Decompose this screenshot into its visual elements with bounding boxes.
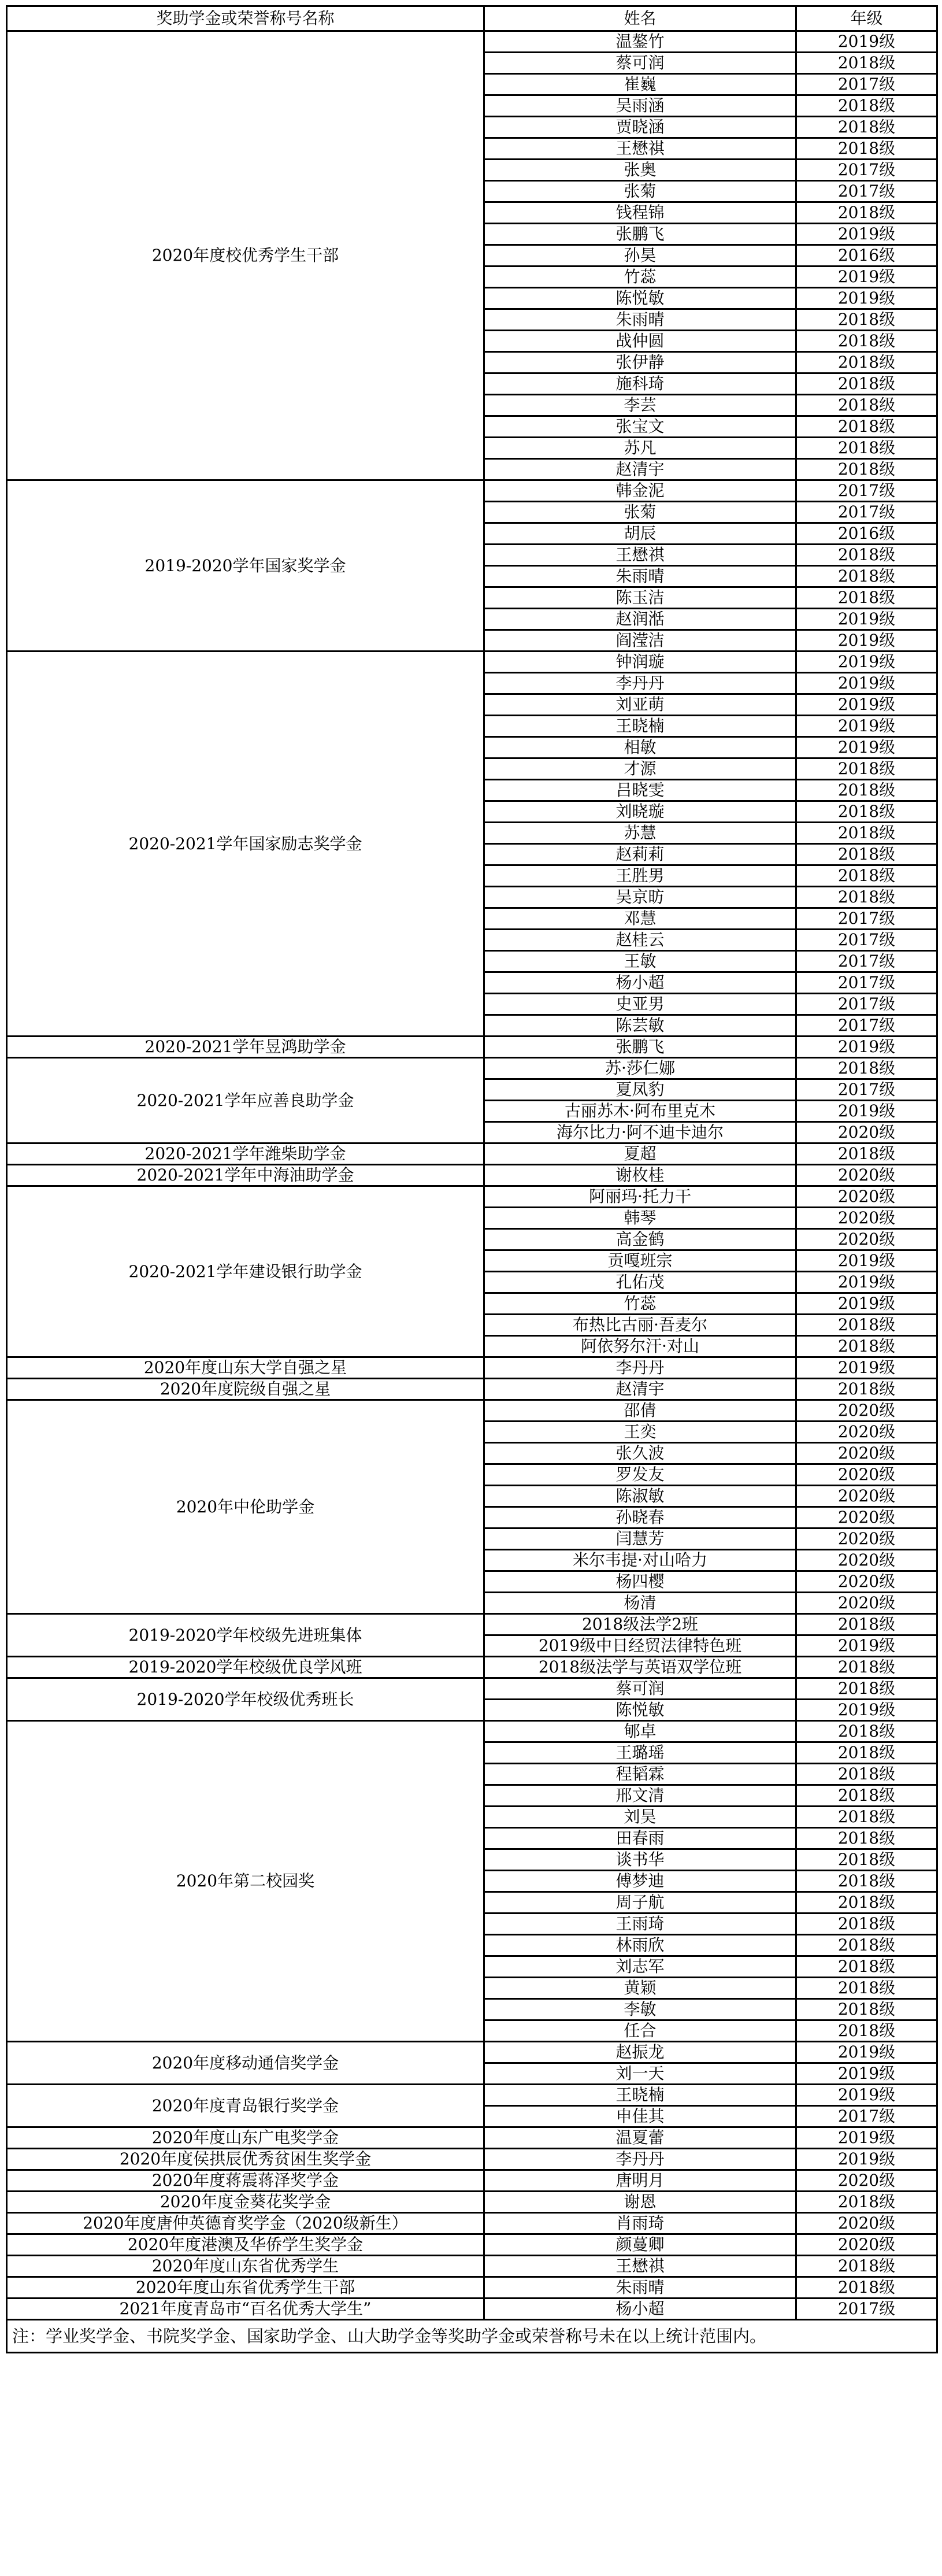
table-row xyxy=(7,1058,937,1079)
recipient-name-cell: 刘晓璇 xyxy=(484,801,796,823)
grade-cell: 2020级 xyxy=(796,1528,937,1550)
award-name-cell: 2020年度蒋震蒋泽奖学金 xyxy=(7,2170,484,2192)
grade-cell: 2019级 xyxy=(796,2063,937,2085)
recipient-name-cell: 赵清宇 xyxy=(484,1379,796,1400)
grade-cell: 2018级 xyxy=(796,1849,937,1871)
grade-cell: 2018级 xyxy=(796,780,937,801)
recipient-name-cell: 崔巍 xyxy=(484,74,796,95)
recipient-name-cell: 古丽苏木·阿布里克木 xyxy=(484,1101,796,1122)
award-name-cell: 2020-2021学年应善良助学金 xyxy=(7,1058,484,1143)
recipient-name-cell: 李敏 xyxy=(484,1999,796,2020)
grade-cell: 2018级 xyxy=(796,2256,937,2277)
table-row xyxy=(7,480,937,502)
grade-cell: 2018级 xyxy=(796,373,937,395)
grade-cell: 2018级 xyxy=(796,138,937,160)
grade-cell: 2019级 xyxy=(796,2149,937,2170)
grade-cell: 2018级 xyxy=(796,1956,937,1978)
recipient-name-cell: 布热比古丽·吾麦尔 xyxy=(484,1315,796,1336)
recipient-name-cell: 王懋祺 xyxy=(484,138,796,160)
recipient-name-cell: 钱程锦 xyxy=(484,202,796,224)
grade-cell: 2020级 xyxy=(796,1422,937,1443)
recipient-name-cell: 王璐瑶 xyxy=(484,1742,796,1764)
grade-cell: 2017级 xyxy=(796,2299,937,2320)
recipient-name-cell: 程韬霖 xyxy=(484,1764,796,1785)
recipient-name-cell: 王奕 xyxy=(484,1422,796,1443)
grade-cell: 2018级 xyxy=(796,1721,937,1742)
recipient-name-cell: 温夏蕾 xyxy=(484,2127,796,2149)
grade-cell: 2018级 xyxy=(796,309,937,331)
grade-cell: 2018级 xyxy=(796,1657,937,1678)
recipient-name-cell: 谈书华 xyxy=(484,1849,796,1871)
recipient-name-cell: 朱雨晴 xyxy=(484,566,796,587)
grade-cell: 2017级 xyxy=(796,480,937,502)
grade-cell: 2018级 xyxy=(796,438,937,459)
grade-cell: 2018级 xyxy=(796,1614,937,1635)
table-row xyxy=(7,2234,937,2256)
recipient-name-cell: 高金鹤 xyxy=(484,1229,796,1250)
recipient-name-cell: 郇卓 xyxy=(484,1721,796,1742)
table-row xyxy=(7,1400,937,1422)
recipient-name-cell: 杨小超 xyxy=(484,2299,796,2320)
award-name-cell: 2020年度山东省优秀学生 xyxy=(7,2256,484,2277)
table-row xyxy=(7,2127,937,2149)
award-name-cell: 2020年度山东省优秀学生干部 xyxy=(7,2277,484,2299)
award-table-container xyxy=(6,5,936,2353)
award-name-cell: 2019-2020学年校级先进班集体 xyxy=(7,1614,484,1657)
table-row xyxy=(7,1657,937,1678)
grade-cell: 2018级 xyxy=(796,1315,937,1336)
recipient-name-cell: 温鏊竹 xyxy=(484,31,796,53)
recipient-name-cell: 唐明月 xyxy=(484,2170,796,2192)
recipient-name-cell: 陈芸敏 xyxy=(484,1015,796,1037)
recipient-name-cell: 王胜男 xyxy=(484,865,796,887)
recipient-name-cell: 相敏 xyxy=(484,737,796,758)
recipient-name-cell: 谢枚桂 xyxy=(484,1165,796,1186)
table-row xyxy=(7,1379,937,1400)
grade-cell: 2018级 xyxy=(796,1764,937,1785)
award-name-cell: 2020-2021学年潍柴助学金 xyxy=(7,1143,484,1165)
recipient-name-cell: 赵润湉 xyxy=(484,609,796,630)
recipient-name-cell: 刘昊 xyxy=(484,1807,796,1828)
grade-cell: 2020级 xyxy=(796,1122,937,1143)
recipient-name-cell: 陈玉洁 xyxy=(484,587,796,609)
award-name-cell: 2020年第二校园奖 xyxy=(7,1721,484,2042)
table-row xyxy=(7,2042,937,2063)
recipient-name-cell: 王敏 xyxy=(484,951,796,972)
recipient-name-cell: 邵倩 xyxy=(484,1400,796,1422)
recipient-name-cell: 陈悦敏 xyxy=(484,1700,796,1721)
recipient-name-cell: 苏凡 xyxy=(484,438,796,459)
grade-cell: 2019级 xyxy=(796,267,937,288)
grade-cell: 2018级 xyxy=(796,2192,937,2213)
grade-cell: 2017级 xyxy=(796,502,937,523)
recipient-name-cell: 赵振龙 xyxy=(484,2042,796,2063)
recipient-name-cell: 张鹏飞 xyxy=(484,1037,796,1058)
table-row xyxy=(7,1165,937,1186)
grade-cell: 2018级 xyxy=(796,1678,937,1700)
award-name-cell: 2020年度院级自强之星 xyxy=(7,1379,484,1400)
award-name-cell: 2021年度青岛市“百名优秀大学生” xyxy=(7,2299,484,2320)
recipient-name-cell: 赵清宇 xyxy=(484,459,796,480)
header-award: 奖助学金或荣誉称号名称 xyxy=(7,6,484,31)
grade-cell: 2019级 xyxy=(796,288,937,309)
award-name-cell: 2020年度山东大学自强之星 xyxy=(7,1357,484,1379)
award-name-cell: 2019-2020学年校级优秀班长 xyxy=(7,1678,484,1721)
recipient-name-cell: 王晓楠 xyxy=(484,716,796,737)
recipient-name-cell: 夏凤豹 xyxy=(484,1079,796,1101)
grade-cell: 2019级 xyxy=(796,630,937,652)
grade-cell: 2019级 xyxy=(796,737,937,758)
grade-cell: 2019级 xyxy=(796,673,937,694)
recipient-name-cell: 朱雨晴 xyxy=(484,309,796,331)
recipient-name-cell: 李丹丹 xyxy=(484,673,796,694)
grade-cell: 2020级 xyxy=(796,1400,937,1422)
recipient-name-cell: 肖雨琦 xyxy=(484,2213,796,2234)
recipient-name-cell: 夏超 xyxy=(484,1143,796,1165)
table-row xyxy=(7,1678,937,1700)
grade-cell: 2020级 xyxy=(796,1486,937,1507)
grade-cell: 2018级 xyxy=(796,1379,937,1400)
table-row xyxy=(7,2299,937,2320)
recipient-name-cell: 张菊 xyxy=(484,502,796,523)
grade-cell: 2019级 xyxy=(796,2042,937,2063)
grade-cell: 2019级 xyxy=(796,2085,937,2106)
grade-cell: 2016级 xyxy=(796,245,937,267)
recipient-name-cell: 贡嘎班宗 xyxy=(484,1250,796,1272)
recipient-name-cell: 刘亚萌 xyxy=(484,694,796,716)
grade-cell: 2020级 xyxy=(796,2170,937,2192)
grade-cell: 2019级 xyxy=(796,1293,937,1315)
grade-cell: 2017级 xyxy=(796,951,937,972)
grade-cell: 2019级 xyxy=(796,31,937,53)
grade-cell: 2018级 xyxy=(796,1999,937,2020)
recipient-name-cell: 阿依努尔汗·对山 xyxy=(484,1336,796,1357)
grade-cell: 2018级 xyxy=(796,202,937,224)
grade-cell: 2020级 xyxy=(796,2234,937,2256)
award-table xyxy=(6,5,938,2353)
grade-cell: 2017级 xyxy=(796,908,937,930)
grade-cell: 2020级 xyxy=(796,1593,937,1614)
grade-cell: 2020级 xyxy=(796,1208,937,1229)
table-row xyxy=(7,2192,937,2213)
recipient-name-cell: 颜蔓卿 xyxy=(484,2234,796,2256)
grade-cell: 2018级 xyxy=(796,352,937,373)
recipient-name-cell: 赵桂云 xyxy=(484,930,796,951)
grade-cell: 2017级 xyxy=(796,930,937,951)
table-row xyxy=(7,2277,937,2299)
recipient-name-cell: 贾晓涵 xyxy=(484,117,796,138)
grade-cell: 2018级 xyxy=(796,887,937,908)
recipient-name-cell: 吴雨涵 xyxy=(484,95,796,117)
grade-cell: 2018级 xyxy=(796,1143,937,1165)
award-name-cell: 2020-2021学年中海油助学金 xyxy=(7,1165,484,1186)
recipient-name-cell: 邢文清 xyxy=(484,1785,796,1807)
table-row xyxy=(7,2149,937,2170)
recipient-name-cell: 海尔比力·阿不迪卡迪尔 xyxy=(484,1122,796,1143)
note-row xyxy=(7,2320,937,2353)
grade-cell: 2019级 xyxy=(796,1250,937,1272)
award-name-cell: 2020年度港澳及华侨学生奖学金 xyxy=(7,2234,484,2256)
recipient-name-cell: 张鹏飞 xyxy=(484,224,796,245)
recipient-name-cell: 田春雨 xyxy=(484,1828,796,1849)
table-row xyxy=(7,1357,937,1379)
grade-cell: 2018级 xyxy=(796,566,937,587)
grade-cell: 2019级 xyxy=(796,1700,937,1721)
grade-cell: 2018级 xyxy=(796,1785,937,1807)
recipient-name-cell: 黄颖 xyxy=(484,1978,796,1999)
table-row xyxy=(7,2170,937,2192)
recipient-name-cell: 陈淑敏 xyxy=(484,1486,796,1507)
grade-cell: 2018级 xyxy=(796,331,937,352)
grade-cell: 2018级 xyxy=(796,95,937,117)
recipient-name-cell: 杨四樱 xyxy=(484,1571,796,1593)
recipient-name-cell: 蔡可润 xyxy=(484,53,796,74)
grade-cell: 2019级 xyxy=(796,609,937,630)
grade-cell: 2019级 xyxy=(796,1037,937,1058)
grade-cell: 2019级 xyxy=(796,1635,937,1657)
header-name: 姓名 xyxy=(484,6,796,31)
recipient-name-cell: 2019级中日经贸法律特色班 xyxy=(484,1635,796,1657)
table-row xyxy=(7,31,937,53)
grade-cell: 2019级 xyxy=(796,694,937,716)
grade-cell: 2020级 xyxy=(796,1186,937,1208)
recipient-name-cell: 吕晓雯 xyxy=(484,780,796,801)
recipient-name-cell: 闫慧芳 xyxy=(484,1528,796,1550)
grade-cell: 2018级 xyxy=(796,587,937,609)
recipient-name-cell: 胡辰 xyxy=(484,523,796,545)
grade-cell: 2020级 xyxy=(796,1550,937,1571)
grade-cell: 2017级 xyxy=(796,1015,937,1037)
grade-cell: 2018级 xyxy=(796,416,937,438)
recipient-name-cell: 罗发友 xyxy=(484,1464,796,1486)
award-name-cell: 2020年度移动通信奖学金 xyxy=(7,2042,484,2085)
table-row xyxy=(7,652,937,673)
grade-cell: 2018级 xyxy=(796,1058,937,1079)
recipient-name-cell: 孔佑茂 xyxy=(484,1272,796,1293)
grade-cell: 2020级 xyxy=(796,1464,937,1486)
award-name-cell: 2020年度金葵花奖学金 xyxy=(7,2192,484,2213)
recipient-name-cell: 钟润璇 xyxy=(484,652,796,673)
recipient-name-cell: 谢恩 xyxy=(484,2192,796,2213)
header-grade: 年级 xyxy=(796,6,937,31)
award-name-cell: 2019-2020学年国家奖学金 xyxy=(7,480,484,652)
recipient-name-cell: 张宝文 xyxy=(484,416,796,438)
grade-cell: 2018级 xyxy=(796,1828,937,1849)
grade-cell: 2017级 xyxy=(796,1079,937,1101)
grade-cell: 2018级 xyxy=(796,545,937,566)
grade-cell: 2019级 xyxy=(796,2127,937,2149)
grade-cell: 2017级 xyxy=(796,972,937,994)
grade-cell: 2018级 xyxy=(796,1892,937,1914)
grade-cell: 2020级 xyxy=(796,1165,937,1186)
footnote: 注：学业奖学金、书院奖学金、国家助学金、山大助学金等奖助学金或荣誉称号未在以上统计范围内。 xyxy=(7,2320,937,2353)
recipient-name-cell: 史亚男 xyxy=(484,994,796,1015)
grade-cell: 2019级 xyxy=(796,652,937,673)
recipient-name-cell: 蔡可润 xyxy=(484,1678,796,1700)
recipient-name-cell: 张久波 xyxy=(484,1443,796,1464)
recipient-name-cell: 2018级法学2班 xyxy=(484,1614,796,1635)
award-name-cell: 2020-2021学年建设银行助学金 xyxy=(7,1186,484,1357)
recipient-name-cell: 林雨欣 xyxy=(484,1935,796,1956)
recipient-name-cell: 邓慧 xyxy=(484,908,796,930)
recipient-name-cell: 张伊静 xyxy=(484,352,796,373)
award-name-cell: 2020-2021学年昱鸿助学金 xyxy=(7,1037,484,1058)
grade-cell: 2018级 xyxy=(796,1978,937,1999)
grade-cell: 2018级 xyxy=(796,395,937,416)
table-row xyxy=(7,2085,937,2106)
award-name-cell: 2019-2020学年校级优良学风班 xyxy=(7,1657,484,1678)
grade-cell: 2019级 xyxy=(796,1101,937,1122)
recipient-name-cell: 朱雨晴 xyxy=(484,2277,796,2299)
grade-cell: 2018级 xyxy=(796,1935,937,1956)
award-name-cell: 2020年中伦助学金 xyxy=(7,1400,484,1614)
award-name-cell: 2020-2021学年国家励志奖学金 xyxy=(7,652,484,1037)
grade-cell: 2018级 xyxy=(796,844,937,865)
grade-cell: 2018级 xyxy=(796,801,937,823)
grade-cell: 2017级 xyxy=(796,74,937,95)
table-row xyxy=(7,1614,937,1635)
recipient-name-cell: 阎滢洁 xyxy=(484,630,796,652)
recipient-name-cell: 李丹丹 xyxy=(484,2149,796,2170)
recipient-name-cell: 苏·莎仁娜 xyxy=(484,1058,796,1079)
grade-cell: 2018级 xyxy=(796,865,937,887)
award-name-cell: 2020年度山东广电奖学金 xyxy=(7,2127,484,2149)
recipient-name-cell: 陈悦敏 xyxy=(484,288,796,309)
recipient-name-cell: 周子航 xyxy=(484,1892,796,1914)
grade-cell: 2019级 xyxy=(796,1272,937,1293)
grade-cell: 2018级 xyxy=(796,1914,937,1935)
recipient-name-cell: 王雨琦 xyxy=(484,1914,796,1935)
recipient-name-cell: 孙昊 xyxy=(484,245,796,267)
table-row xyxy=(7,1186,937,1208)
table-row xyxy=(7,1143,937,1165)
recipient-name-cell: 吴京昉 xyxy=(484,887,796,908)
recipient-name-cell: 傅梦迪 xyxy=(484,1871,796,1892)
recipient-name-cell: 刘一天 xyxy=(484,2063,796,2085)
grade-cell: 2020级 xyxy=(796,1507,937,1528)
recipient-name-cell: 施科琦 xyxy=(484,373,796,395)
table-row xyxy=(7,2213,937,2234)
grade-cell: 2018级 xyxy=(796,1742,937,1764)
recipient-name-cell: 张菊 xyxy=(484,181,796,202)
recipient-name-cell: 才源 xyxy=(484,758,796,780)
grade-cell: 2018级 xyxy=(796,758,937,780)
grade-cell: 2017级 xyxy=(796,2106,937,2127)
grade-cell: 2018级 xyxy=(796,1871,937,1892)
grade-cell: 2019级 xyxy=(796,224,937,245)
grade-cell: 2020级 xyxy=(796,1443,937,1464)
grade-cell: 2018级 xyxy=(796,459,937,480)
grade-cell: 2018级 xyxy=(796,1336,937,1357)
grade-cell: 2016级 xyxy=(796,523,937,545)
recipient-name-cell: 战仲圆 xyxy=(484,331,796,352)
grade-cell: 2018级 xyxy=(796,2020,937,2042)
recipient-name-cell: 阿丽玛·托力干 xyxy=(484,1186,796,1208)
grade-cell: 2020级 xyxy=(796,1571,937,1593)
header-row xyxy=(7,6,937,31)
recipient-name-cell: 杨清 xyxy=(484,1593,796,1614)
recipient-name-cell: 王懋祺 xyxy=(484,545,796,566)
grade-cell: 2018级 xyxy=(796,823,937,844)
award-name-cell: 2020年度青岛银行奖学金 xyxy=(7,2085,484,2127)
award-name-cell: 2020年度侯拱辰优秀贫困生奖学金 xyxy=(7,2149,484,2170)
grade-cell: 2018级 xyxy=(796,1807,937,1828)
recipient-name-cell: 竹蕊 xyxy=(484,1293,796,1315)
recipient-name-cell: 米尔韦提·对山哈力 xyxy=(484,1550,796,1571)
grade-cell: 2019级 xyxy=(796,716,937,737)
recipient-name-cell: 韩金泥 xyxy=(484,480,796,502)
recipient-name-cell: 2018级法学与英语双学位班 xyxy=(484,1657,796,1678)
table-row xyxy=(7,2256,937,2277)
recipient-name-cell: 任合 xyxy=(484,2020,796,2042)
grade-cell: 2020级 xyxy=(796,2213,937,2234)
grade-cell: 2018级 xyxy=(796,117,937,138)
recipient-name-cell: 苏慧 xyxy=(484,823,796,844)
recipient-name-cell: 李丹丹 xyxy=(484,1357,796,1379)
recipient-name-cell: 王懋祺 xyxy=(484,2256,796,2277)
recipient-name-cell: 张奥 xyxy=(484,160,796,181)
award-name-cell: 2020年度校优秀学生干部 xyxy=(7,31,484,480)
grade-cell: 2017级 xyxy=(796,994,937,1015)
grade-cell: 2018级 xyxy=(796,53,937,74)
award-name-cell: 2020年度唐仲英德育奖学金（2020级新生） xyxy=(7,2213,484,2234)
recipient-name-cell: 竹蕊 xyxy=(484,267,796,288)
table-row xyxy=(7,1037,937,1058)
grade-cell: 2017级 xyxy=(796,160,937,181)
recipient-name-cell: 赵莉莉 xyxy=(484,844,796,865)
recipient-name-cell: 王晓楠 xyxy=(484,2085,796,2106)
table-row xyxy=(7,1721,937,1742)
recipient-name-cell: 韩琴 xyxy=(484,1208,796,1229)
award-table-body xyxy=(7,31,937,2320)
recipient-name-cell: 申佳其 xyxy=(484,2106,796,2127)
grade-cell: 2018级 xyxy=(796,2277,937,2299)
recipient-name-cell: 孙晓春 xyxy=(484,1507,796,1528)
grade-cell: 2017级 xyxy=(796,181,937,202)
recipient-name-cell: 刘志军 xyxy=(484,1956,796,1978)
grade-cell: 2019级 xyxy=(796,1357,937,1379)
recipient-name-cell: 杨小超 xyxy=(484,972,796,994)
recipient-name-cell: 李芸 xyxy=(484,395,796,416)
grade-cell: 2020级 xyxy=(796,1229,937,1250)
